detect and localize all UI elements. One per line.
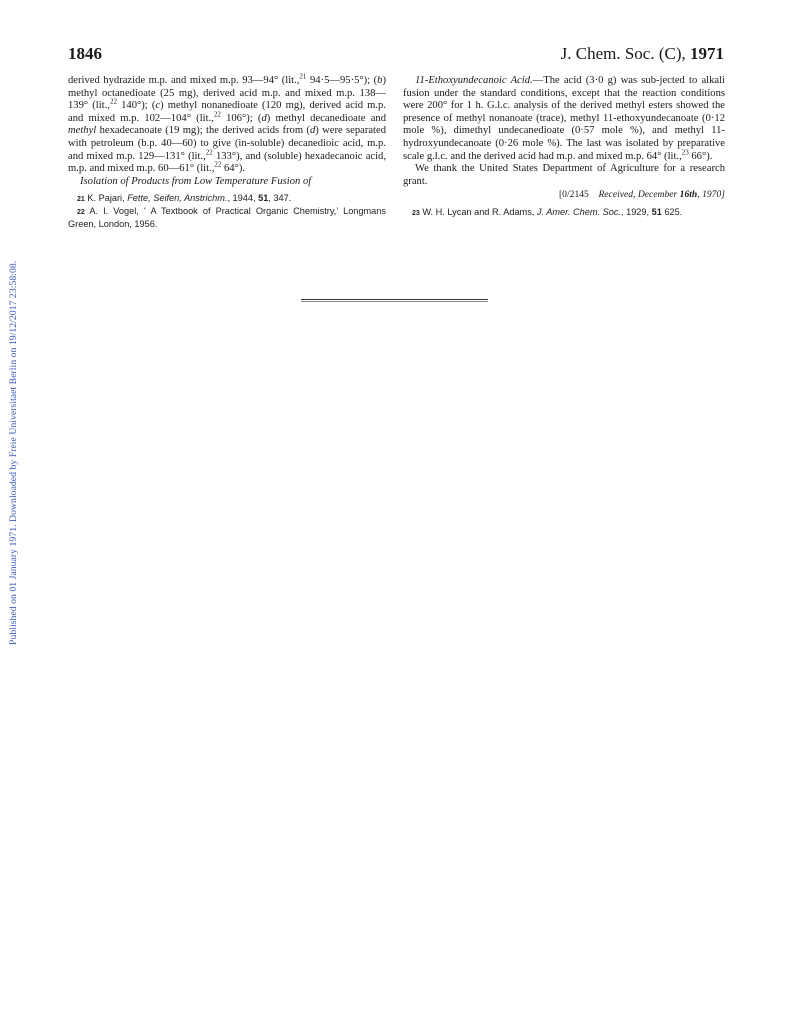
ref-marker: 22 xyxy=(213,110,221,119)
footnotes xyxy=(403,207,725,220)
page-header xyxy=(68,44,724,64)
body-paragraph-continuation: derived hydrazide m.p. and mixed m.p. 93—94° (lit.,$^{21}$ 94·5—95·5°); (b) methyl octanedioate (25 mg), derived acid m.p. and mixed m.p. 138—139° (lit.,$^{22}$ 140°); (c) methyl nonanedioate (120 mg), derived acid m.p. and mixed m.p. 102—104° (lit.,$^{22}$ 106°); (d) methyl decanedioate and methyl hexadecanoate (19 mg); the derived acids from (d) were separated with petroleum (b.p. 40—60) to give (in-soluble) decanedioic acid, m.p. and mixed m.p. 129—131° (lit.,$^{22}$ 133°), and (soluble) hexadecanoic acid, m.p. and mixed m.p. 60—61° (lit.,$^{22}$ 64°). xyxy=(68,72,387,175)
journal-year: 1971 xyxy=(690,44,724,63)
acknowledgement: We thank the United States Department of Agriculture for a research grant. xyxy=(403,163,725,187)
left-column xyxy=(68,72,387,229)
ref-marker: 21 xyxy=(299,72,307,81)
footnote-23: 23 W. H. Lycan and R. Adams, J. Amer. Chem. Soc., 1929, 51 625. xyxy=(412,206,683,217)
section-heading-isolation: Isolation of Products from Low Temperature Fusion of xyxy=(80,175,312,187)
download-watermark xyxy=(6,195,18,645)
ref-marker: 22 xyxy=(214,160,222,169)
end-rule xyxy=(301,299,488,300)
ref-marker: 22 xyxy=(205,148,213,157)
journal-name: J. Chem. Soc. (C), xyxy=(560,44,686,63)
body-paragraph-ethoxyundecanoic: 11-Ethoxyundecanoic Acid.—The acid (3·0 g) was sub-jected to alkali fusion under the standard conditions, except that the reaction conditions were 200° for 1 h. G.l.c. analysis of the derived methyl esters showed the presence of methyl nonanoate (trace), methyl 11-ethoxyundecanoate (0·12 mole %), dimethyl undecanedioate (0·57 mole %), and methyl 11-hydroxyundecanoate (0·26 mole %). The last was isolated by preparative scale g.l.c. and the derived acid had m.p. and mixed m.p. 64° (lit.,$^{23}$ 66°). xyxy=(403,75,725,162)
journal-citation xyxy=(561,44,724,64)
received-date: [0/2145 Received, December 16th, 1970] xyxy=(558,189,725,201)
footnotes xyxy=(68,193,386,229)
footnote-22: 22 A. I. Vogel, ‘ A Textbook of Practical Organic Chemistry,’ Longmans Green, London, 1956. xyxy=(68,205,386,229)
download-watermark-text: Published on 01 January 1971. Downloaded by Freie Universitaet Berlin on 19/12/2017 23:58:08. xyxy=(8,260,19,645)
end-rule-secondary xyxy=(301,301,488,302)
footnote-21: 21 K. Pajari, Fette, Seifen, Anstrichm., 1944, 51, 347. xyxy=(77,193,292,204)
ref-marker: 23 xyxy=(681,148,689,157)
right-column xyxy=(403,75,725,220)
page-number: 1846 xyxy=(68,44,102,63)
ref-marker: 22 xyxy=(109,97,117,106)
section-heading-ethoxy: 11-Ethoxyundecanoic Acid. xyxy=(415,75,533,86)
